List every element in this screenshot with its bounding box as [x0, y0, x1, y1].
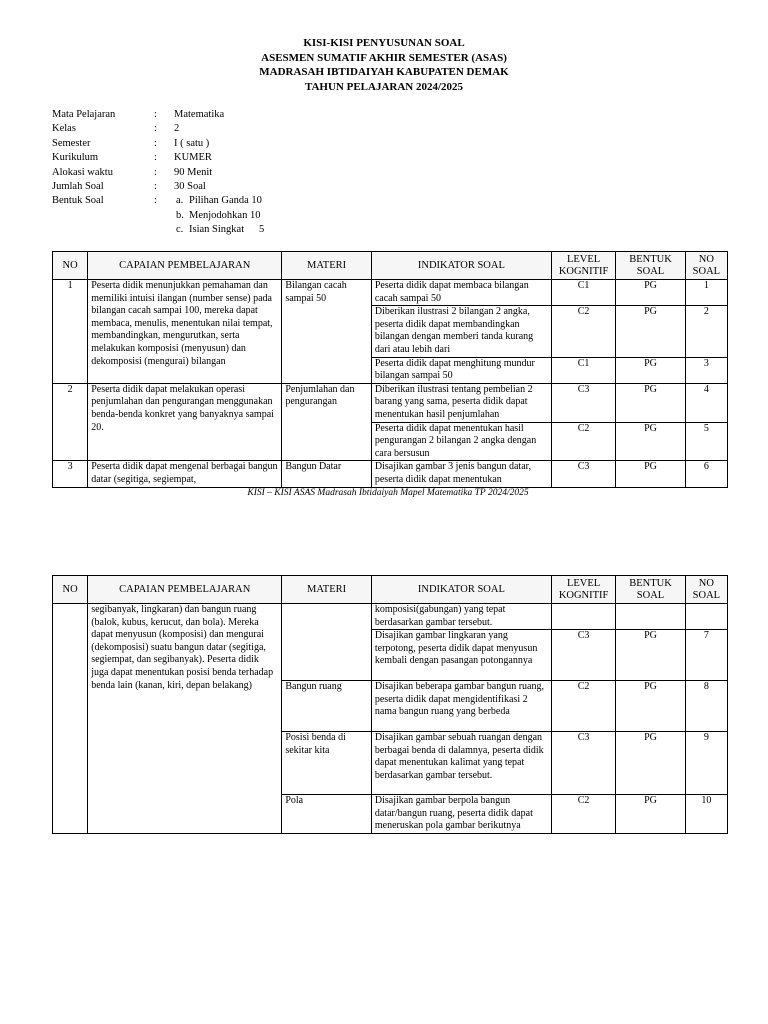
- materi-cell: Bangun ruang: [282, 681, 372, 732]
- row-number: 3: [53, 461, 88, 487]
- indikator-cell: Disajikan gambar 3 jenis bangun datar, peserta didik dapat menentukan: [371, 461, 551, 487]
- info-colon: :: [154, 137, 157, 149]
- materi-cell: Pola: [282, 795, 372, 834]
- level-cell: C2: [551, 795, 615, 834]
- level-cell: C2: [551, 681, 615, 732]
- info-colon: :: [154, 123, 157, 135]
- info-colon: :: [154, 109, 157, 120]
- info-colon: :: [154, 195, 157, 207]
- capaian-cell: Peserta didik menunjukkan pemahaman dan memiliki intuisi ilangan (number sense) pada bilangan cacah sampai 100, mereka dapat membaca, menulis, menentukan nilai tempat, membandingkan, mengurutkan, serta melakukan komposisi (menyusun) dan dekomposisi (mengurai) bilangan: [88, 280, 282, 384]
- item-count: 5: [259, 224, 265, 236]
- bentuk-cell: PG: [616, 306, 685, 357]
- header-capaian: CAPAIAN PEMBELAJARAN: [88, 576, 282, 604]
- bentuk-cell: PG: [616, 461, 685, 487]
- materi-cell: Posisi benda di sekitar kita: [282, 732, 372, 795]
- no-soal-cell: [685, 604, 727, 630]
- bentuk-cell: [616, 604, 685, 630]
- header-indikator: INDIKATOR SOAL: [371, 576, 551, 604]
- indikator-cell: Peserta didik dapat menghitung mundur bilangan sampai 50: [371, 357, 551, 383]
- info-value: KUMER: [174, 152, 212, 164]
- header-indikator: INDIKATOR SOAL: [371, 252, 551, 280]
- item-text: Pilihan Ganda 10: [189, 195, 262, 207]
- info-label: Bentuk Soal: [52, 195, 104, 207]
- info-colon: :: [154, 166, 157, 178]
- materi-cell: Penjumlahan dan pengurangan: [282, 383, 372, 461]
- materi-cell: [282, 604, 372, 681]
- bentuk-cell: PG: [616, 383, 685, 422]
- table-row: [53, 280, 728, 306]
- table-row: [53, 461, 728, 487]
- item-text: Isian Singkat: [189, 224, 245, 236]
- table-header-row: [53, 252, 728, 280]
- level-cell: C3: [551, 383, 615, 422]
- no-soal-cell: 7: [685, 630, 727, 681]
- level-cell: C3: [551, 732, 615, 795]
- no-soal-cell: 9: [685, 732, 727, 795]
- bentuk-cell: PG: [616, 280, 685, 306]
- level-cell: C2: [551, 306, 615, 357]
- indikator-cell: Disajikan gambar lingkaran yang terpotong, peserta didik dapat menyusun kembali dengan pasangan potongannya: [371, 630, 551, 681]
- bentuk-cell: PG: [616, 795, 685, 834]
- item-text: Menjodohkan 10: [189, 209, 261, 221]
- bentuk-cell: PG: [616, 681, 685, 732]
- indikator-cell: Diberikan ilustrasi tentang pembelian 2 barang yang sama, peserta didik dapat menentukan hasil penjumlahan: [371, 383, 551, 422]
- bentuk-cell: PG: [616, 422, 685, 461]
- item-letter: b.: [176, 209, 184, 221]
- info-label: Mata Pelajaran: [52, 109, 116, 120]
- title-line: ASESMEN SUMATIF AKHIR SEMESTER (ASAS): [261, 51, 507, 64]
- info-label: Jumlah Soal: [52, 180, 104, 192]
- row-number: [53, 604, 88, 834]
- info-colon: :: [154, 180, 157, 192]
- no-soal-cell: 6: [685, 461, 727, 487]
- indikator-cell: Disajikan gambar sebuah ruangan dengan berbagai benda di dalamnya, peserta didik dapat menentukan kalimat yang tepat berdasarkan gambar tersebut.: [371, 732, 551, 795]
- bentuk-cell: PG: [616, 630, 685, 681]
- level-cell: C2: [551, 422, 615, 461]
- materi-cell: Bangun Datar: [282, 461, 372, 487]
- header-capaian: CAPAIAN PEMBELAJARAN: [88, 252, 282, 280]
- header-materi: MATERI: [282, 252, 372, 280]
- item-letter: c.: [176, 224, 184, 236]
- header-level: LEVEL KOGNITIF: [551, 576, 615, 604]
- no-soal-cell: 4: [685, 383, 727, 422]
- bentuk-cell: PG: [616, 357, 685, 383]
- header-no: NO: [53, 252, 88, 280]
- document-title: [0, 36, 768, 94]
- level-cell: C1: [551, 280, 615, 306]
- header-level: LEVEL KOGNITIF: [551, 252, 615, 280]
- info-label: Alokasi waktu: [52, 166, 113, 178]
- no-soal-cell: 2: [685, 306, 727, 357]
- level-cell: C1: [551, 357, 615, 383]
- indikator-cell: Disajikan gambar berpola bangun datar/bangun ruang, peserta didik dapat meneruskan pola gambar berikutnya: [371, 795, 551, 834]
- bentuk-cell: PG: [616, 732, 685, 795]
- capaian-cell: segibanyak, lingkaran) dan bangun ruang (balok, kubus, kerucut, dan bola). Mereka dapat menyusun (komposisi) dan mengurai (dekomposisi) suatu bangun datar (segitiga, segiempat, dan segibanyak). Peserta didik juga dapat menentukan posisi benda terhadap benda lain (kanan, kiri, depan belakang): [88, 604, 282, 834]
- info-value: 90 Menit: [174, 166, 213, 178]
- title-line: MADRASAH IBTIDAIYAH KABUPATEN DEMAK: [259, 66, 509, 78]
- indikator-cell: Peserta didik dapat menentukan hasil pengurangan 2 bilangan 2 angka dengan cara bersusun: [371, 422, 551, 461]
- header-no: NO: [53, 576, 88, 604]
- no-soal-cell: 3: [685, 357, 727, 383]
- header-bentuk: BENTUK SOAL: [616, 252, 685, 280]
- row-number: 1: [53, 280, 88, 384]
- indikator-cell: Disajikan beberapa gambar bangun ruang, peserta didik dapat mengidentifikasi 2 nama bangun ruang yang berbeda: [371, 681, 551, 732]
- indikator-cell: Peserta didik dapat membaca bilangan cacah sampai 50: [371, 280, 551, 306]
- no-soal-cell: 1: [685, 280, 727, 306]
- title-line: TAHUN PELAJARAN 2024/2025: [304, 80, 464, 93]
- info-label: Semester: [52, 137, 91, 149]
- level-cell: C3: [551, 630, 615, 681]
- capaian-cell: Peserta didik dapat mengenal berbagai bangun datar (segitiga, segiempat,: [88, 461, 282, 487]
- info-value: I ( satu ): [174, 137, 210, 149]
- table-row: [53, 604, 728, 630]
- info-colon: :: [154, 152, 157, 164]
- header-bentuk: BENTUK SOAL: [616, 576, 685, 604]
- materi-cell: Bilangan cacah sampai 50: [282, 280, 372, 384]
- blueprint-table-page2: [52, 575, 728, 834]
- title-line: KISI-KISI PENYUSUNAN SOAL: [303, 37, 465, 49]
- header-materi: MATERI: [282, 576, 372, 604]
- no-soal-cell: 8: [685, 681, 727, 732]
- info-value: Matematika: [174, 109, 225, 120]
- header-no-soal: NO SOAL: [685, 252, 727, 280]
- info-value: 2: [174, 123, 180, 135]
- header-no-soal: NO SOAL: [685, 576, 727, 604]
- info-label: Kelas: [52, 123, 76, 135]
- info-value: 30 Soal: [174, 180, 206, 192]
- capaian-cell: Peserta didik dapat melakukan operasi penjumlahan dan pengurangan menggunakan benda-benda konkret yang banyaknya sampai 20.: [88, 383, 282, 461]
- item-letter: a.: [176, 195, 184, 207]
- level-cell: C3: [551, 461, 615, 487]
- level-cell: [551, 604, 615, 630]
- table-header-row: [53, 576, 728, 604]
- indikator-cell: komposisi(gabungan) yang tepat berdasarkan gambar tersebut.: [371, 604, 551, 630]
- row-number: 2: [53, 383, 88, 461]
- info-label: Kurikulum: [52, 152, 99, 164]
- table-row: [53, 383, 728, 422]
- page-footer: KISI – KISI ASAS Madrasah Ibtidaiyah Mapel Matematika TP 2024/2025: [247, 488, 529, 498]
- indikator-cell: Diberikan ilustrasi 2 bilangan 2 angka, peserta didik dapat membandingkan bilangan dengan memberi tanda kurang dari atau lebih dari: [371, 306, 551, 357]
- no-soal-cell: 10: [685, 795, 727, 834]
- no-soal-cell: 5: [685, 422, 727, 461]
- blueprint-table-page1: [52, 251, 728, 488]
